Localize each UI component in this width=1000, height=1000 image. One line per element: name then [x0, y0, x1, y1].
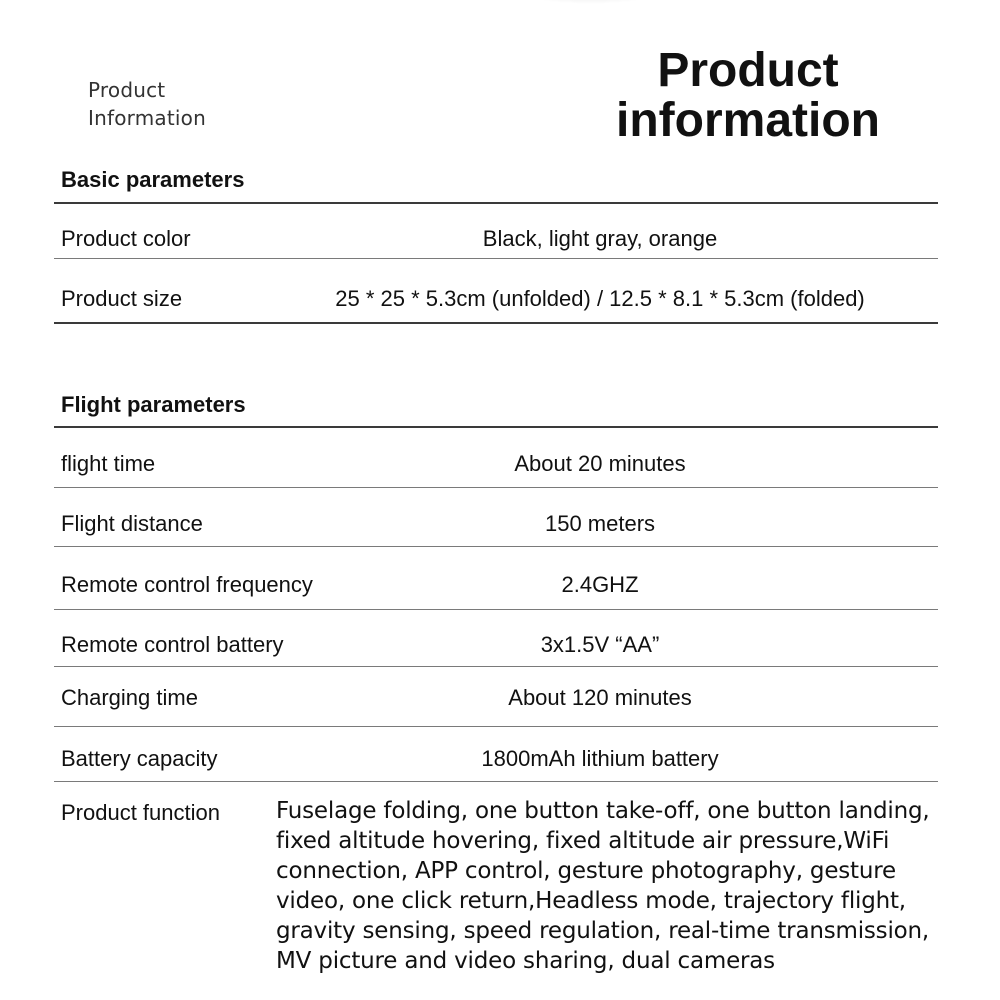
- rc-battery-label: Remote control battery: [61, 632, 284, 657]
- divider: [54, 609, 938, 610]
- divider: [54, 487, 938, 488]
- flight-time-label: flight time: [61, 451, 156, 476]
- top-shadow-decoration: [520, 0, 660, 4]
- divider: [54, 322, 938, 324]
- battery-capacity-value: 1800mAh lithium battery: [481, 746, 719, 771]
- small-title-line2: Information: [88, 106, 206, 130]
- divider: [54, 202, 938, 204]
- divider: [54, 666, 938, 667]
- page-title: [568, 46, 928, 146]
- rc-frequency-value: 2.4GHZ: [561, 572, 639, 597]
- small-title: [88, 76, 288, 132]
- flight-parameters-heading: Flight parameters: [61, 392, 246, 417]
- product-function-label: Product function: [61, 800, 220, 825]
- divider: [54, 546, 938, 547]
- function-line: MV picture and video sharing, dual cameras: [276, 948, 775, 974]
- product-size-value: 25 * 25 * 5.3cm (unfolded) / 12.5 * 8.1 * 5.3cm (folded): [335, 286, 865, 311]
- function-line: fixed altitude hovering, fixed altitude air pressure,WiFi: [276, 828, 890, 854]
- charging-time-label: Charging time: [61, 685, 198, 710]
- flight-distance-label: Flight distance: [61, 511, 203, 536]
- function-line: gravity sensing, speed regulation, real-time transmission,: [276, 918, 930, 944]
- flight-time-value: About 20 minutes: [514, 451, 686, 476]
- product-color-label: Product color: [61, 226, 191, 251]
- page-title-line2: information: [616, 94, 880, 147]
- basic-parameters-heading: Basic parameters: [61, 167, 245, 192]
- divider: [54, 426, 938, 428]
- product-size-label: Product size: [61, 286, 183, 311]
- rc-battery-value: 3x1.5V “AA”: [540, 632, 660, 657]
- divider: [54, 781, 938, 782]
- small-title-line1: Product: [88, 78, 166, 102]
- product-function-text: [276, 796, 946, 976]
- battery-capacity-label: Battery capacity: [61, 746, 218, 771]
- function-line: connection, APP control, gesture photography, gesture: [276, 858, 896, 884]
- divider: [54, 726, 938, 727]
- flight-distance-value: 150 meters: [544, 511, 656, 536]
- function-line: Fuselage folding, one button take-off, one button landing,: [276, 798, 930, 824]
- divider: [54, 258, 938, 259]
- function-line: video, one click return,Headless mode, trajectory flight,: [276, 888, 906, 914]
- charging-time-value: About 120 minutes: [508, 685, 692, 710]
- rc-frequency-label: Remote control frequency: [61, 572, 313, 597]
- page-title-line1: Product: [657, 44, 839, 97]
- product-color-value: Black, light gray, orange: [482, 226, 718, 251]
